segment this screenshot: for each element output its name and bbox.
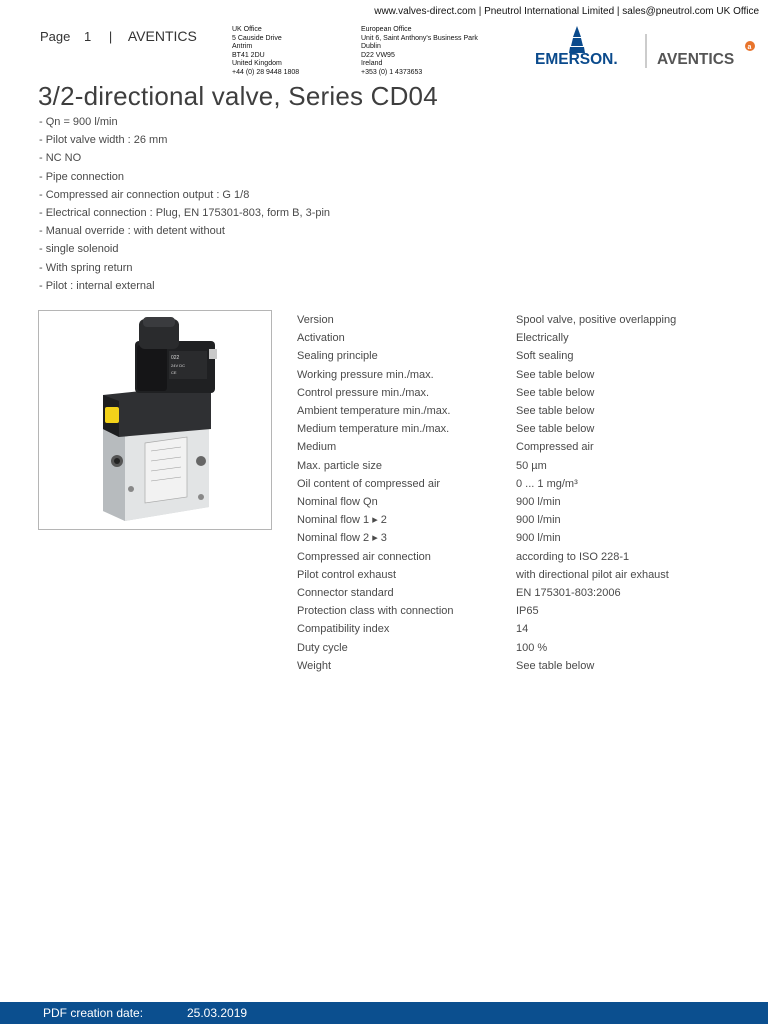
spec-value: 100 % [516, 641, 548, 654]
spec-value: Spool valve, positive overlapping [516, 314, 677, 326]
pdf-creation-label: PDF creation date: [43, 1006, 144, 1020]
uk-office-line: BT41 2DU [232, 51, 265, 59]
spec-value: IP65 [516, 605, 539, 618]
spec-label: Oil content of compressed air [297, 477, 441, 490]
feature-item: - With spring return [39, 261, 133, 274]
spec-label: Nominal flow Qn [297, 496, 378, 509]
spec-value: 14 [516, 623, 529, 636]
svg-text:24V DC: 24V DC [171, 363, 186, 368]
feature-item: - Pipe connection [39, 170, 124, 183]
svg-text:CE: CE [171, 370, 177, 375]
page-title: 3/2-directional valve, Series CD04 [38, 81, 438, 111]
spec-row [297, 639, 676, 657]
spec-row [297, 311, 676, 329]
spec-label: Medium temperature min./max. [297, 423, 450, 436]
spec-value: EN 175301-803:2006 [516, 587, 621, 600]
footer-bar [0, 1002, 768, 1024]
page-info [40, 28, 197, 44]
spec-row [297, 329, 676, 347]
feature-item: - NC NO [39, 152, 82, 165]
spec-value: Soft sealing [516, 350, 574, 363]
spec-value: 0 ... 1 mg/m³ [516, 477, 578, 490]
feature-list [39, 113, 330, 295]
spec-label: Compatibility index [297, 623, 390, 636]
spec-value: See table below [516, 386, 595, 399]
spec-label: Compressed air connection [297, 550, 431, 563]
eu-office-line: Dublin [361, 43, 381, 50]
spec-label: Weight [297, 659, 332, 672]
feature-item: - Pilot valve width : 26 mm [39, 134, 168, 147]
uk-office-line: Antrim [232, 43, 253, 50]
spec-row [297, 657, 676, 675]
spec-value: Electrically [516, 332, 569, 345]
eu-office-line: D22 VW95 [361, 51, 395, 59]
spec-label: Ambient temperature min./max. [297, 405, 451, 418]
spec-label: Connector standard [297, 587, 394, 600]
spec-row [297, 584, 676, 602]
spec-row [297, 511, 676, 529]
feature-item: - Pilot : internal external [39, 279, 155, 292]
uk-office-address [232, 26, 299, 77]
spec-row [297, 384, 676, 402]
spec-row [297, 620, 676, 638]
aventics-logo-text: AVENTICS [657, 51, 735, 68]
spec-row [297, 548, 676, 566]
spec-label: Medium [297, 441, 337, 454]
emerson-aventics-logo [534, 24, 758, 70]
pdf-creation-date: 25.03.2019 [187, 1006, 248, 1020]
eu-office-line: Unit 6, Saint Anthony's Business Park [361, 34, 478, 42]
spec-label: Duty cycle [297, 641, 348, 654]
spec-label: Version [297, 314, 334, 326]
aventics-badge-glyph: a [747, 44, 752, 51]
page-brand: AVENTICS [127, 28, 197, 44]
header-contact-line: www.valves-direct.com | Pneutrol International Limited | sales@pneutrol.com UK Office [374, 6, 759, 17]
emerson-logo-text: EMERSON. [535, 51, 618, 68]
product-image-frame [38, 310, 272, 530]
feature-item: - Electrical connection : Plug, EN 175301-803, form B, 3-pin [39, 206, 331, 219]
spec-table [297, 311, 676, 675]
spec-label: Control pressure min./max. [297, 386, 430, 399]
spec-label: Activation [297, 332, 345, 345]
uk-office-line: 5 Causide Drive [232, 34, 282, 42]
eu-office-address [361, 26, 478, 77]
spec-value: See table below [516, 368, 595, 381]
valve-product-image [39, 311, 271, 529]
spec-row [297, 438, 676, 456]
spec-value: See table below [516, 423, 595, 436]
spec-row [297, 475, 676, 493]
emerson-emblem-icon [569, 26, 585, 53]
feature-item: - single solenoid [39, 243, 119, 256]
uk-office-line: UK Office [232, 26, 262, 33]
spec-row [297, 402, 676, 420]
spec-value: See table below [516, 405, 595, 418]
spec-value: See table below [516, 659, 595, 672]
feature-item: - Compressed air connection output : G 1/8 [39, 188, 250, 201]
eu-office-line: Ireland [361, 60, 383, 67]
spec-row [297, 457, 676, 475]
uk-office-line: United Kingdom [232, 60, 282, 67]
spec-value: 900 l/min [516, 514, 561, 527]
spec-value: Compressed air [516, 441, 594, 454]
feature-item: - Qn = 900 l/min [39, 116, 118, 128]
spec-value: with directional pilot air exhaust [516, 568, 669, 581]
spec-label: Working pressure min./max. [297, 368, 434, 381]
page-number: 1 [84, 29, 92, 44]
spec-label: Max. particle size [297, 459, 382, 472]
spec-label: Pilot control exhaust [297, 568, 397, 581]
feature-item: - Manual override : with detent without [39, 225, 225, 238]
spec-row [297, 529, 676, 547]
uk-office-line: +44 (0) 28 9448 1808 [232, 68, 300, 76]
spec-label: Protection class with connection [297, 605, 454, 618]
spec-row [297, 420, 676, 438]
spec-label: Sealing principle [297, 350, 378, 363]
spec-row [297, 566, 676, 584]
spec-row [297, 366, 676, 384]
spec-value: 50 µm [516, 459, 547, 472]
svg-text:022: 022 [171, 355, 180, 361]
eu-office-line: European Office [361, 26, 412, 33]
eu-office-line: +353 (0) 1 4373653 [361, 68, 423, 76]
spec-value: 900 l/min [516, 496, 561, 509]
spec-row [297, 493, 676, 511]
page-separator: | [108, 29, 113, 44]
spec-value: 900 l/min [516, 532, 561, 545]
spec-label: Nominal flow 2 ▸ 3 [297, 532, 387, 545]
spec-label: Nominal flow 1 ▸ 2 [297, 514, 387, 527]
spec-value: according to ISO 228-1 [516, 550, 630, 563]
page-label: Page [40, 29, 71, 44]
spec-row [297, 602, 676, 620]
spec-row [297, 347, 676, 365]
